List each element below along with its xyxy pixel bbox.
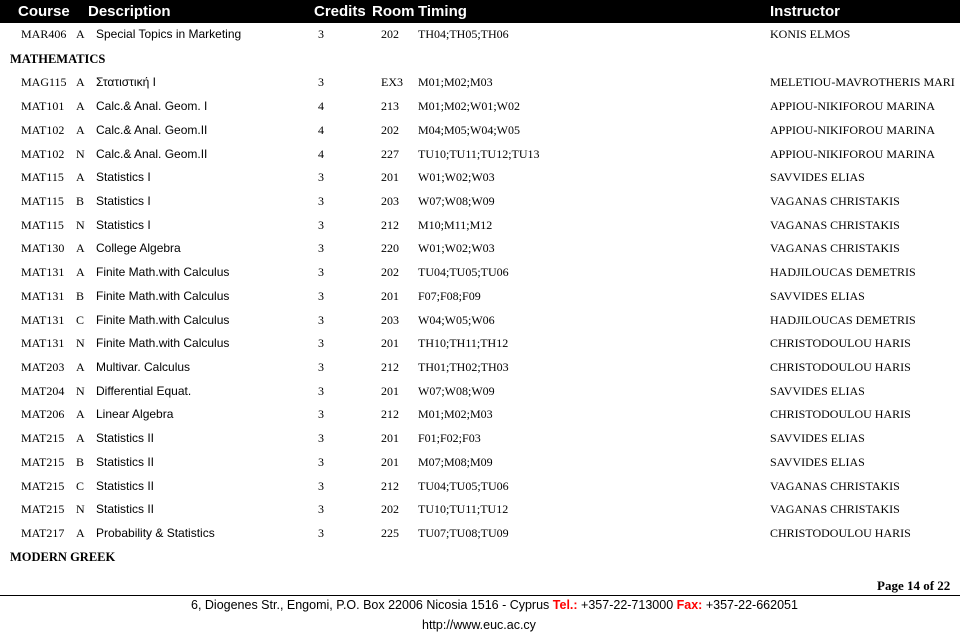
course-room: 201 [381, 289, 399, 303]
course-timing: M07;M08;M09 [418, 455, 493, 469]
table-row [0, 169, 960, 187]
header-instructor: Instructor [770, 3, 841, 20]
course-description: Finite Math.with Calculus [96, 313, 230, 327]
footer-url-link[interactable]: http://www.euc.ac.cy [422, 618, 536, 632]
course-credits: 3 [318, 502, 324, 516]
course-code: MAT203 [21, 360, 65, 374]
course-code: MAT215 [21, 455, 65, 469]
course-code: MAT131 [21, 289, 65, 303]
footer-contact [191, 598, 798, 613]
course-instructor: CHRISTODOULOU HARIS [770, 360, 911, 374]
table-row [0, 525, 960, 543]
course-section: C [76, 479, 85, 493]
table-row [0, 264, 960, 282]
course-credits: 3 [318, 526, 324, 540]
course-instructor: SAVVIDES ELIAS [770, 384, 865, 398]
course-section: A [76, 526, 85, 540]
course-section: A [76, 99, 85, 113]
course-description: Statistics II [96, 502, 155, 516]
course-section: A [76, 431, 85, 445]
course-section: A [76, 241, 85, 255]
course-section: A [76, 407, 85, 421]
course-room: 212 [381, 479, 399, 493]
course-description: Differential Equat. [96, 384, 192, 398]
course-description: Statistics II [96, 479, 155, 493]
course-timing: M04;M05;W04;W05 [418, 123, 520, 137]
header-room: Room [372, 3, 415, 20]
course-section: N [76, 147, 85, 161]
table-row [0, 312, 960, 330]
course-instructor: VAGANAS CHRISTAKIS [770, 194, 900, 208]
table-row [0, 217, 960, 235]
course-instructor: APPIOU-NIKIFOROU MARINA [770, 99, 936, 113]
course-credits: 4 [318, 99, 324, 113]
course-description: Statistics II [96, 431, 155, 445]
course-section: N [76, 502, 85, 516]
course-instructor: CHRISTODOULOU HARIS [770, 407, 911, 421]
course-credits: 3 [318, 194, 324, 208]
course-credits: 3 [318, 360, 324, 374]
course-room: 202 [381, 123, 399, 137]
course-instructor: SAVVIDES ELIAS [770, 431, 865, 445]
table-row [0, 74, 960, 92]
course-timing: W07;W08;W09 [418, 384, 495, 398]
course-credits: 3 [318, 170, 324, 184]
course-description: Calc.& Anal. Geom.II [96, 147, 208, 161]
course-code: MAT215 [21, 431, 65, 445]
table-row [0, 146, 960, 164]
table-row [0, 98, 960, 116]
course-instructor: APPIOU-NIKIFOROU MARINA [770, 123, 936, 137]
course-code: MAT115 [21, 218, 64, 232]
course-code: MAT130 [21, 241, 65, 255]
course-description: Multivar. Calculus [96, 360, 191, 374]
course-room: 201 [381, 384, 399, 398]
course-timing: TH01;TH02;TH03 [418, 360, 509, 374]
course-description: Probability & Statistics [96, 526, 215, 540]
table-row [0, 288, 960, 306]
course-code: MAR406 [21, 27, 67, 41]
footer-tel-label: Tel.: [552, 598, 578, 612]
course-room: 202 [381, 265, 399, 279]
course-description: Special Topics in Marketing [96, 27, 242, 41]
course-instructor: HADJILOUCAS DEMETRIS [770, 265, 916, 279]
section-heading-modern-greek: MODERN GREEK [10, 550, 116, 564]
course-room: 201 [381, 455, 399, 469]
course-section: B [76, 455, 85, 469]
course-credits: 3 [318, 431, 324, 445]
course-instructor: VAGANAS CHRISTAKIS [770, 479, 900, 493]
header-credits: Credits [314, 3, 366, 20]
course-timing: TH10;TH11;TH12 [418, 336, 509, 350]
course-instructor: KONIS ELMOS [770, 27, 851, 41]
course-credits: 3 [318, 241, 324, 255]
course-credits: 3 [318, 407, 324, 421]
course-code: MAT131 [21, 265, 65, 279]
course-room: 227 [381, 147, 399, 161]
footer-tel: +357-22-713000 [581, 598, 674, 612]
course-credits: 3 [318, 218, 324, 232]
course-section: A [76, 170, 85, 184]
course-section: N [76, 336, 85, 350]
course-room: 201 [381, 336, 399, 350]
course-timing: W01;W02;W03 [418, 170, 495, 184]
course-timing: TU07;TU08;TU09 [418, 526, 509, 540]
course-timing: W04;W05;W06 [418, 313, 495, 327]
course-timing: M01;M02;M03 [418, 75, 493, 89]
course-description: Statistics I [96, 218, 151, 232]
table-row [0, 193, 960, 211]
course-section: B [76, 289, 85, 303]
course-room: 203 [381, 194, 399, 208]
table-row [0, 335, 960, 353]
course-code: MAT215 [21, 479, 65, 493]
course-code: MAT115 [21, 170, 64, 184]
course-instructor: SAVVIDES ELIAS [770, 455, 865, 469]
course-section: A [76, 75, 85, 89]
course-description: Finite Math.with Calculus [96, 289, 230, 303]
course-code: MAT217 [21, 526, 65, 540]
table-row [0, 122, 960, 140]
course-room: 212 [381, 218, 399, 232]
course-description: Statistics II [96, 455, 155, 469]
course-instructor: SAVVIDES ELIAS [770, 289, 865, 303]
course-timing: M01;M02;M03 [418, 407, 493, 421]
course-section: N [76, 384, 85, 398]
course-code: MAT215 [21, 502, 65, 516]
table-header [0, 0, 960, 23]
course-timing: TU10;TU11;TU12 [418, 502, 509, 516]
course-instructor: VAGANAS CHRISTAKIS [770, 502, 900, 516]
section-heading-mathematics: MATHEMATICS [10, 52, 106, 66]
course-credits: 3 [318, 75, 324, 89]
course-credits: 4 [318, 123, 324, 137]
course-room: 220 [381, 241, 399, 255]
course-description: Calc.& Anal. Geom.II [96, 123, 208, 137]
course-room: 213 [381, 99, 399, 113]
course-timing: TH04;TH05;TH06 [418, 27, 509, 41]
course-timing: TU04;TU05;TU06 [418, 479, 509, 493]
course-timing: TU04;TU05;TU06 [418, 265, 509, 279]
course-code: MAT206 [21, 407, 65, 421]
course-instructor: APPIOU-NIKIFOROU MARINA [770, 147, 936, 161]
table-row [0, 383, 960, 401]
course-credits: 3 [318, 479, 324, 493]
table-row [0, 454, 960, 472]
course-description: Linear Algebra [96, 407, 174, 421]
course-credits: 4 [318, 147, 324, 161]
course-instructor: CHRISTODOULOU HARIS [770, 526, 911, 540]
course-description: Calc.& Anal. Geom. I [96, 99, 208, 113]
course-instructor: SAVVIDES ELIAS [770, 170, 865, 184]
course-timing: M10;M11;M12 [418, 218, 493, 232]
course-room: 201 [381, 170, 399, 184]
course-room: 212 [381, 407, 399, 421]
course-description: Στατιστική I [96, 75, 156, 89]
course-credits: 3 [318, 265, 324, 279]
footer-fax: +357-22-662051 [705, 598, 798, 612]
course-code: MAT131 [21, 313, 65, 327]
course-description: Finite Math.with Calculus [96, 336, 230, 350]
header-course: Course [18, 3, 70, 20]
course-section: A [76, 27, 85, 41]
course-timing: W01;W02;W03 [418, 241, 495, 255]
course-code: MAT131 [21, 336, 65, 350]
course-timing: F01;F02;F03 [418, 431, 481, 445]
course-description: Statistics I [96, 194, 151, 208]
table-row [0, 501, 960, 519]
footer-fax-label: Fax: [676, 598, 703, 612]
course-credits: 3 [318, 313, 324, 327]
header-description: Description [88, 3, 171, 20]
course-instructor: VAGANAS CHRISTAKIS [770, 218, 900, 232]
course-section: C [76, 313, 85, 327]
course-code: MAT204 [21, 384, 65, 398]
course-instructor: MELETIOU-MAVROTHERIS MARI [770, 75, 955, 89]
course-code: MAT102 [21, 123, 65, 137]
course-room: EX3 [381, 75, 403, 89]
course-timing: TU10;TU11;TU12;TU13 [418, 147, 540, 161]
course-credits: 3 [318, 455, 324, 469]
course-section: A [76, 265, 85, 279]
course-section: B [76, 194, 85, 208]
footer-address: 6, Diogenes Str., Engomi, P.O. Box 22006 Nicosia 1516 - Cyprus [191, 598, 550, 612]
course-credits: 3 [318, 27, 324, 41]
table-row [0, 26, 960, 44]
course-section: A [76, 360, 85, 374]
course-credits: 3 [318, 336, 324, 350]
course-instructor: VAGANAS CHRISTAKIS [770, 241, 900, 255]
course-room: 225 [381, 526, 399, 540]
course-timing: W07;W08;W09 [418, 194, 495, 208]
course-room: 203 [381, 313, 399, 327]
page-number: Page 14 of 22 [877, 578, 951, 593]
course-code: MAG115 [21, 75, 67, 89]
table-row [0, 406, 960, 424]
table-row [0, 430, 960, 448]
table-row [0, 478, 960, 496]
course-description: Statistics I [96, 170, 151, 184]
table-row [0, 359, 960, 377]
course-room: 201 [381, 431, 399, 445]
course-room: 202 [381, 502, 399, 516]
course-code: MAT115 [21, 194, 64, 208]
course-description: Finite Math.with Calculus [96, 265, 230, 279]
footer-divider [0, 595, 960, 596]
course-timing: F07;F08;F09 [418, 289, 481, 303]
header-timing: Timing [418, 3, 467, 20]
course-credits: 3 [318, 384, 324, 398]
course-timing: M01;M02;W01;W02 [418, 99, 520, 113]
course-instructor: CHRISTODOULOU HARIS [770, 336, 911, 350]
course-instructor: HADJILOUCAS DEMETRIS [770, 313, 916, 327]
course-section: A [76, 123, 85, 137]
course-room: 212 [381, 360, 399, 374]
course-section: N [76, 218, 85, 232]
course-description: College Algebra [96, 241, 181, 255]
course-code: MAT102 [21, 147, 65, 161]
course-credits: 3 [318, 289, 324, 303]
table-row [0, 240, 960, 258]
course-code: MAT101 [21, 99, 65, 113]
course-room: 202 [381, 27, 399, 41]
